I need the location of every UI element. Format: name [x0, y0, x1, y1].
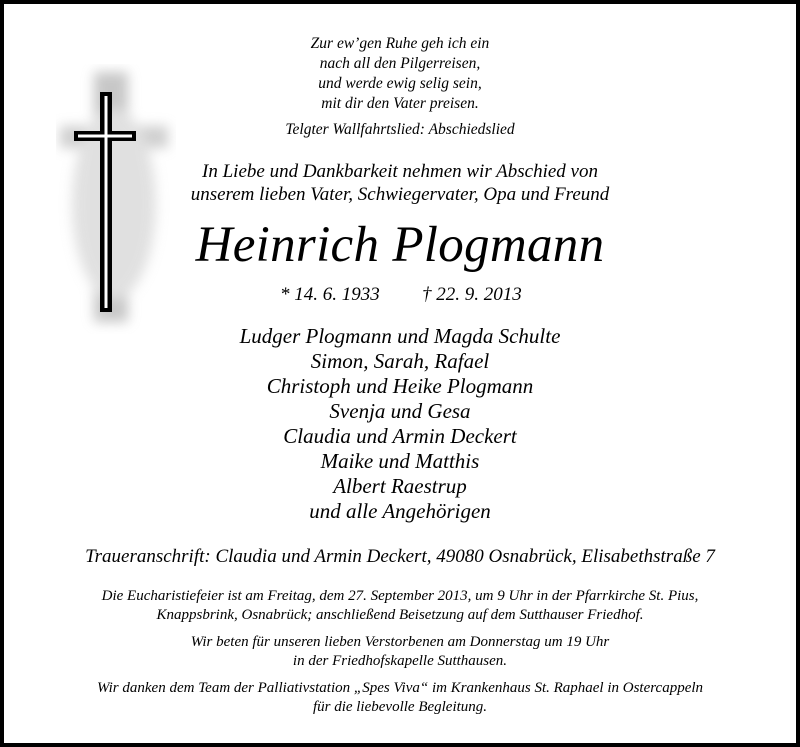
service-note: Knappsbrink, Osnabrück; anschließend Beisetzung auf dem Sutthauser Friedhof.: [156, 607, 644, 623]
family-member: und alle Angehörigen: [309, 499, 491, 523]
verse-line: mit dir den Vater preisen.: [321, 95, 479, 112]
verse-source: Telgter Wallfahrtslied: Abschiedslied: [285, 121, 515, 138]
family-member: Svenja und Gesa: [329, 399, 471, 423]
verse-line: nach all den Pilgerreisen,: [319, 55, 481, 72]
thanks-note: Wir danken dem Team der Palliativstation „Spes Viva“ im Krankenhaus St. Raphael in Ostercappeln: [96, 680, 704, 696]
family-member: Claudia und Armin Deckert: [283, 424, 517, 448]
family-member: Simon, Sarah, Rafael: [310, 349, 490, 373]
death-date: † 22. 9. 2013: [422, 284, 522, 305]
family-member: Ludger Plogmann und Magda Schulte: [239, 324, 561, 348]
mourning-address: Traueranschrift: Claudia und Armin Deckert, 49080 Osnabrück, Elisabethstraße 7: [85, 546, 715, 567]
family-member: Christoph und Heike Plogmann: [266, 374, 534, 398]
family-member: Maike und Matthis: [320, 449, 480, 473]
service-note: Die Eucharistiefeier ist am Freitag, dem 27. September 2013, um 9 Uhr in der Pfarrkirche St. Pius,: [101, 588, 699, 604]
family-member: Albert Raestrup: [333, 474, 467, 498]
intro-line: unserem lieben Vater, Schwiegervater, Opa und Freund: [190, 184, 610, 205]
prayer-note: in der Friedhofskapelle Sutthausen.: [292, 653, 508, 669]
thanks-note: für die liebevolle Begleitung.: [312, 699, 488, 715]
life-dates: [4, 284, 796, 310]
verse-line: Zur ew’gen Ruhe geh ich ein: [310, 35, 490, 52]
intro-line: In Liebe und Dankbarkeit nehmen wir Abschied von: [202, 161, 598, 182]
birth-date: * 14. 6. 1933: [280, 284, 380, 305]
verse-line: und werde ewig selig sein,: [318, 75, 482, 92]
prayer-note: Wir beten für unseren lieben Verstorbenen am Donnerstag um 19 Uhr: [190, 634, 610, 650]
deceased-name: Heinrich Plogmann: [195, 217, 605, 273]
